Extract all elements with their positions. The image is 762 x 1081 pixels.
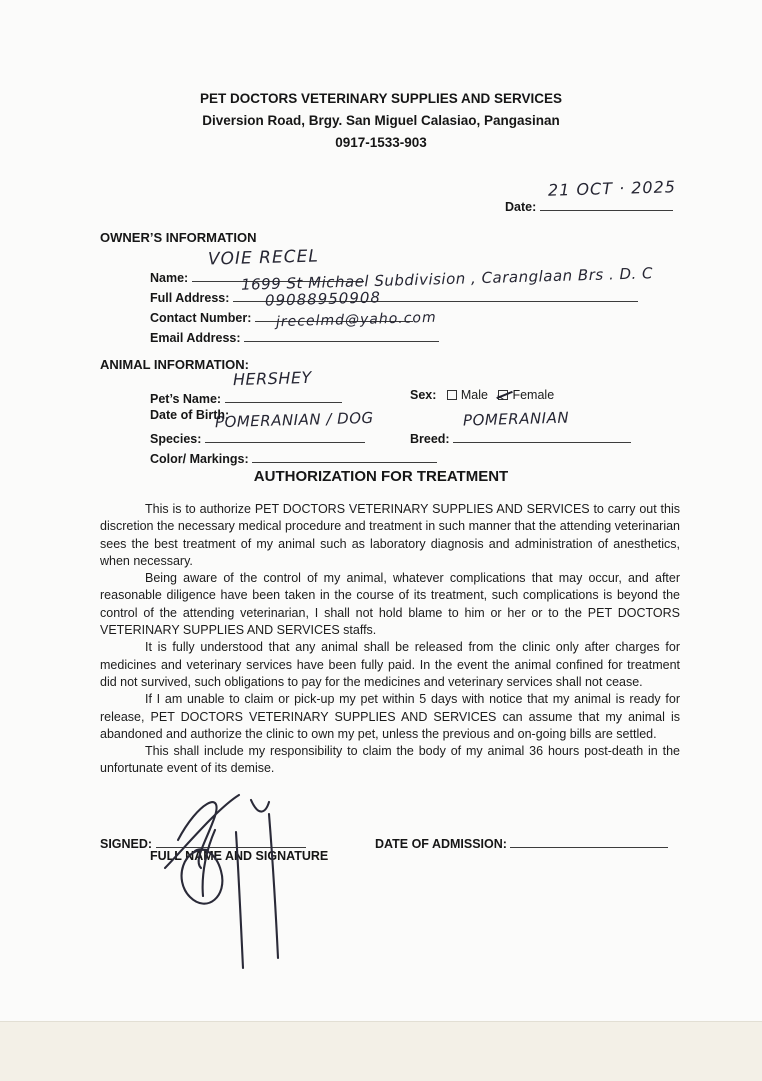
signature-caption: FULL NAME AND SIGNATURE — [150, 849, 329, 863]
pet-name-row — [150, 367, 342, 406]
color-markings-row — [150, 448, 437, 466]
species-handwritten-value: POMERANIAN / DOG — [214, 408, 374, 432]
male-label: Male — [460, 388, 488, 402]
animal-section-title: ANIMAL INFORMATION: — [100, 357, 249, 372]
signed-label: SIGNED: — [100, 837, 153, 851]
owner-section-title: OWNER’S INFORMATION — [100, 230, 257, 245]
email-line — [244, 309, 439, 342]
email-handwritten-value: jrecelmd@yaho.com — [275, 309, 437, 331]
breed-row — [410, 408, 631, 446]
authorization-paragraph: If I am unable to claim or pick-up my pet within 5 days with notice that my animal is ready for release, PET DOCTORS VETERINARY SUPPLIES AND SERVICES can assume that my animal is abandoned and authorize the clinic to own my pet, unless the previous and on-going bills are settled. — [100, 692, 680, 741]
date-row — [505, 177, 676, 214]
authorization-title: AUTHORIZATION FOR TREATMENT — [253, 468, 509, 485]
date-label: Date: — [505, 200, 537, 214]
clinic-header — [0, 88, 762, 154]
full-address-label: Full Address: — [150, 291, 230, 305]
authorization-body — [100, 501, 680, 778]
female-label: Female — [512, 388, 555, 402]
authorization-paragraph: Being aware of the control of my animal, whatever complications that may occur, and after reasonable diligence have been taken in the course of its treatment, such complications is beyond the control of the attending veterinarian, I shall not hold blame to him or her or to the PET DOCTORS VETERINARY SUPPLIES AND SERVICES staffs. — [100, 571, 680, 638]
contact-handwritten-value: 09088950908 — [264, 288, 382, 310]
male-checkbox — [447, 390, 457, 400]
dob-label: Date of Birth: — [150, 408, 230, 422]
breed-label: Breed: — [410, 432, 450, 446]
clinic-name: PET DOCTORS VETERINARY SUPPLIES AND SERVICES — [199, 91, 563, 106]
admission-line — [510, 833, 668, 848]
pet-name-handwritten-value: HERSHEY — [232, 367, 312, 390]
color-markings-label: Color/ Markings: — [150, 452, 249, 466]
name-label: Name: — [150, 271, 189, 285]
sex-label: Sex: — [410, 388, 437, 402]
authorization-paragraph: This shall include my responsibility to claim the body of my animal 36 hours post-death in the unfortunate event of its demise. — [100, 744, 680, 776]
handwritten-signature — [163, 788, 308, 1006]
contact-number-label: Contact Number: — [150, 311, 252, 325]
admission-label: DATE OF ADMISSION: — [375, 837, 507, 851]
email-label: Email Address: — [150, 331, 241, 345]
female-checkbox — [498, 390, 508, 400]
species-line — [205, 408, 374, 443]
color-markings-line — [252, 448, 437, 463]
species-label: Species: — [150, 432, 202, 446]
clinic-address: Diversion Road, Brgy. San Miguel Calasiao, Pangasinan — [202, 113, 560, 128]
admission-row — [375, 833, 668, 851]
date-line — [540, 177, 676, 211]
authorization-paragraph: It is fully understood that any animal shall be released from the clinic only after charges for medicines and veterinary services have been fully paid. In the event the animal confined for treatment did not survived, such obligations to pay for the medicines and veterinary services shall not cease. — [100, 640, 680, 689]
sex-row — [410, 388, 554, 402]
full-address-handwritten-value: 1699 St Michael Subdivision , Caranglaan Brs . D. C — [240, 264, 654, 294]
pet-name-label: Pet’s Name: — [150, 392, 222, 406]
scan-paper-edge — [0, 1021, 762, 1081]
breed-line — [453, 408, 631, 443]
date-handwritten-value: 21 OCT · 2025 — [547, 177, 676, 200]
pet-name-line — [225, 367, 342, 403]
name-handwritten-value: VOIE RECEL — [207, 246, 319, 270]
authorization-paragraph: This is to authorize PET DOCTORS VETERINARY SUPPLIES AND SERVICES to carry out this discretion the necessary medical procedure and treatment in such manner that the attending veterinarian sees the best treatment of my animal such as laboratory diagnosis and administration of anesthetics, when necessary. — [100, 502, 680, 568]
breed-handwritten-value: POMERANIAN — [462, 408, 570, 430]
clinic-phone: 0917-1533-903 — [335, 135, 427, 150]
